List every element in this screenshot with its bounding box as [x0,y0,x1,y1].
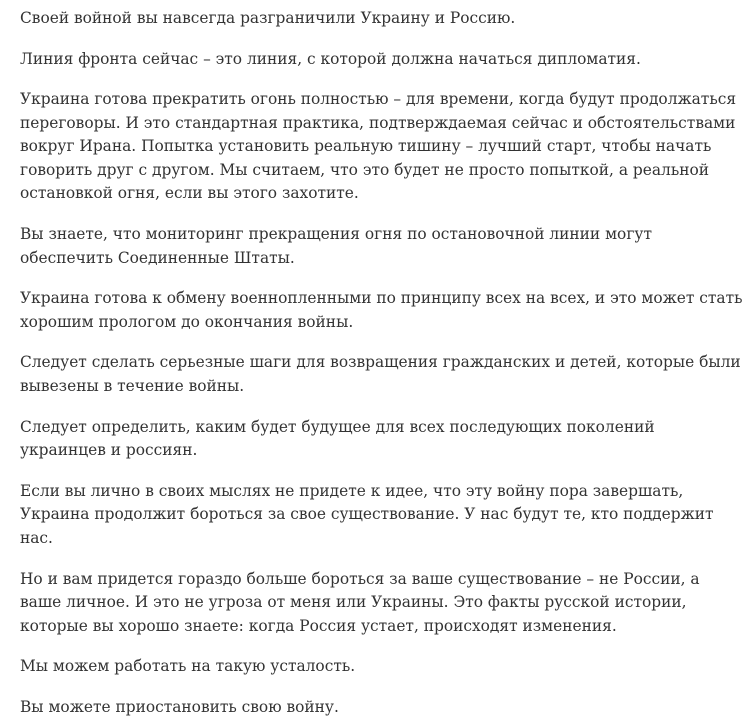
paragraph-10: Мы можем работать на такую усталость. [20,657,356,676]
paragraph-3: Украина готова прекратить огонь полностью – для времени, когда будут продолжаться переговоры. И это стандартная практика, подтверждаемая сейчас и обстоятельствами вокруг Ирана. Попытка установить реальную тишину – лучший старт, чтобы начать говорить друг с другом. Мы считаем, что это будет не просто попыткой, а реальной остановкой огня, если вы этого захотите. [20,90,737,203]
paragraph-5: Украина готова к обмену военнопленными по принципу всех на всех, и это может стать хорошим прологом до окончания войны. [20,289,743,331]
paragraph-4: Вы знаете, что мониторинг прекращения огня по остановочной линии могут обеспечить Соединенные Штаты. [20,225,652,267]
paragraph-9: Но и вам придется гораздо больше бороться за ваше существование – не России, а ваше личное. И это не угроза от меня или Украины. Это факты русской истории, которые вы хорошо знаете: когда Россия устает, происходят изменения. [20,569,700,635]
paragraph-2: Линия фронта сейчас – это линия, с которой должна начаться дипломатия. [20,49,641,68]
paragraph-7: Следует определить, каким будет будущее для всех последующих поколений украинцев и россиян. [20,417,655,460]
paragraph-8: Если вы лично в своих мыслях не придете к идее, что эту войну пора завершать, Украина продолжит бороться за свое существование. У нас будут те, кто поддержит нас. [20,481,714,547]
paragraph-6: Следует сделать серьезные шаги для возвращения гражданских и детей, которые были вывезены в течение войны. [20,353,741,395]
paragraph-11: Вы можете приостановить свою войну. [20,697,339,716]
paragraph-1: Своей войной вы навсегда разграничили Украину и Россию. [20,9,516,27]
